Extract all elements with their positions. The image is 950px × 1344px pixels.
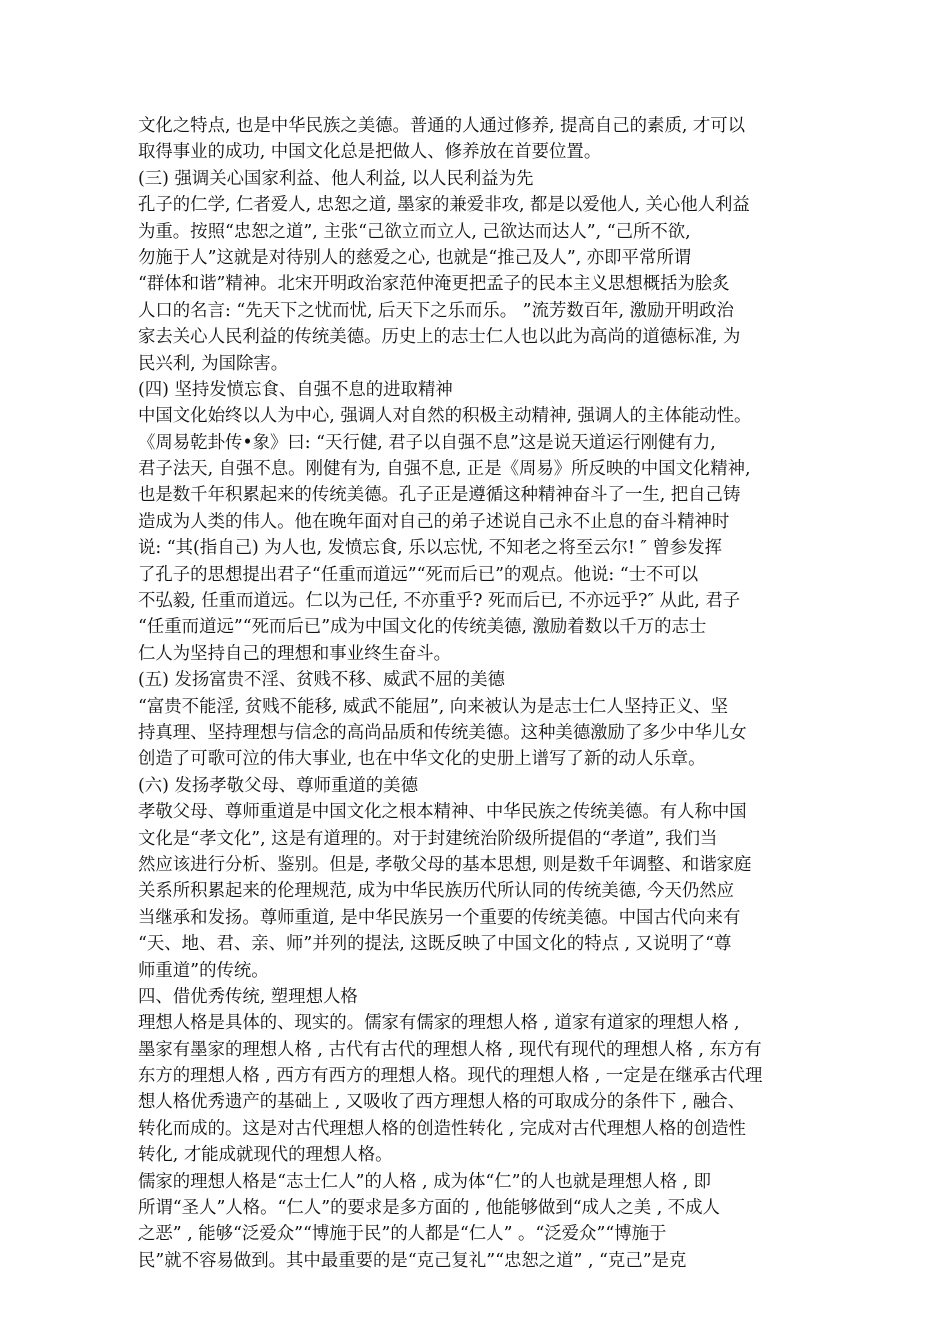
text-line: 东方的理想人格 , 西方有西方的理想人格。现代的理想人格 , 一定是在继承古代理 [138,1066,763,1087]
text-line: 持真理、坚持理想与信念的高尚品质和传统美德。这种美德激励了多少中华儿女 [138,722,747,743]
text-line: “任重而道远”“死而后已”成为中国文化的传统美德, 激励着数以千万的志士 [138,617,707,638]
text-line: 孔子的仁学, 仁者爱人, 忠恕之道, 墨家的兼爱非攻, 都是以爱他人, 关心他人利益 [138,195,750,216]
text-line: 关系所积累起来的伦理规范, 成为中华民族历代所认同的传统美德, 今天仍然应 [138,881,735,902]
text-line: 转化而成的。这是对古代理想人格的创造性转化 , 完成对古代理想人格的创造性 [138,1118,746,1139]
text-line: 文化是“孝文化”, 这是有道理的。对于封建统治阶级所提倡的“孝道”, 我们当 [138,828,718,849]
text-line: 民兴利, 为国除害。 [138,353,289,374]
text-line: “富贵不能淫, 贫贱不能移, 威武不能屈”, 向来被认为是志士仁人坚持正义、坚 [138,696,729,717]
text-line: 《周易乾卦传•象》曰: “天行健, 君子以自强不息”这是说天道运行刚健有力, [138,432,716,453]
text-line: 理想人格是具体的、现实的。儒家有儒家的理想人格 , 道家有道家的理想人格 , [138,1013,740,1034]
text-line: (六) 发扬孝敬父母、尊师重道的美德 [138,775,418,796]
text-line: 儒家的理想人格是“志士仁人”的人格 , 成为体“仁”的人也就是理想人格 , 即 [138,1171,712,1192]
text-line: 墨家有墨家的理想人格 , 古代有古代的理想人格 , 现代有现代的理想人格 , 东方有 [138,1039,762,1060]
text-line: 家去关心人民利益的传统美德。历史上的志士仁人也以此为高尚的道德标准, 为 [138,327,741,348]
text-line: (四) 坚持发愤忘食、自强不息的进取精神 [138,379,453,400]
text-line: 勿施于人”这就是对待别人的慈爱之心, 也就是“推己及人”, 亦即平常所谓 [138,247,692,268]
text-line: 民”就不容易做到。其中最重要的是“克己复礼”“忠恕之道” , “克己”是克 [138,1250,687,1271]
text-line: 创造了可歌可泣的伟大事业, 也在中华文化的史册上谱写了新的动人乐章。 [138,749,706,770]
text-line: 人口的名言: “先天下之忧而忧, 后天下之乐而乐。 ”流芳数百年, 激励开明政治 [138,300,734,321]
text-line: 然应该进行分析、鉴别。但是, 孝敬父母的基本思想, 则是数千年调整、和谐家庭 [138,854,752,875]
text-line: 之恶” , 能够“泛爱众”“博施于民”的人都是“仁人” 。“泛爱众”“博施于 [138,1224,667,1245]
text-line: 文化之特点, 也是中华民族之美德。普通的人通过修养, 提高自己的素质, 才可以 [138,116,746,136]
text-line: 说: “其(指自己) 为人也, 发愤忘食, 乐以忘忧, 不知老之将至云尔! ″ 曾参发挥 [138,538,723,559]
text-line: 了孔子的思想提出君子“任重而道远”“死而后已”的观点。他说: “士不可以 [138,564,699,585]
text-line: 师重道”的传统。 [138,960,269,981]
text-line: 为重。按照“忠恕之道”, 主张“己欲立而立人, 己欲达而达人”, “己所不欲, [138,221,691,242]
document-body-text [138,113,818,1274]
text-line: 所谓“圣人”人格。“仁人”的要求是多方面的 , 他能够做到“成人之美 , 不成人 [138,1198,720,1219]
text-line: (三) 强调关心国家利益、他人利益, 以人民利益为先 [138,168,534,189]
text-line: 转化, 才能成就现代的理想人格。 [138,1145,393,1166]
text-line: “天、地、君、亲、师”并列的提法, 这既反映了中国文化的特点 , 又说明了“尊 [138,934,732,955]
text-line: “群体和谐”精神。北宋开明政治家范仲淹更把孟子的民本主义思想概括为脍炙 [138,274,730,295]
text-line: (五) 发扬富贵不淫、贫贱不移、威武不屈的美德 [138,670,505,691]
text-line: 想人格优秀遗产的基础上 , 又吸收了西方理想人格的可取成分的条件下 , 融合、 [138,1092,746,1113]
text-line: 中国文化始终以人为中心, 强调人对自然的积极主动精神, 强调人的主体能动性。 [138,406,752,427]
text-line: 不弘毅, 任重而道远。仁以为己任, 不亦重乎? 死而后已, 不亦远乎?″ 从此, 君子 [138,591,741,612]
text-line: 仁人为坚持自己的理想和事业终生奋斗。 [138,643,452,664]
text-line: 也是数千年积累起来的传统美德。孔子正是遵循这种精神奋斗了一生, 把自己铸 [138,485,741,506]
text-line: 造成为人类的伟人。他在晚年面对自己的弟子述说自己永不止息的奋斗精神时 [138,511,730,532]
text-line: 君子法天, 自强不息。刚健有为, 自强不息, 正是《周易》所反映的中国文化精神, [138,459,751,480]
text-line: 当继承和发扬。尊师重道, 是中华民族另一个重要的传统美德。中国古代向来有 [138,907,741,928]
text-line: 孝敬父母、尊师重道是中国文化之根本精神、中华民族之传统美德。有人称中国 [138,802,747,823]
text-line: 四、借优秀传统, 塑理想人格 [138,986,358,1007]
text-line: 取得事业的成功, 中国文化总是把做人、修养放在首要位置。 [138,142,602,163]
